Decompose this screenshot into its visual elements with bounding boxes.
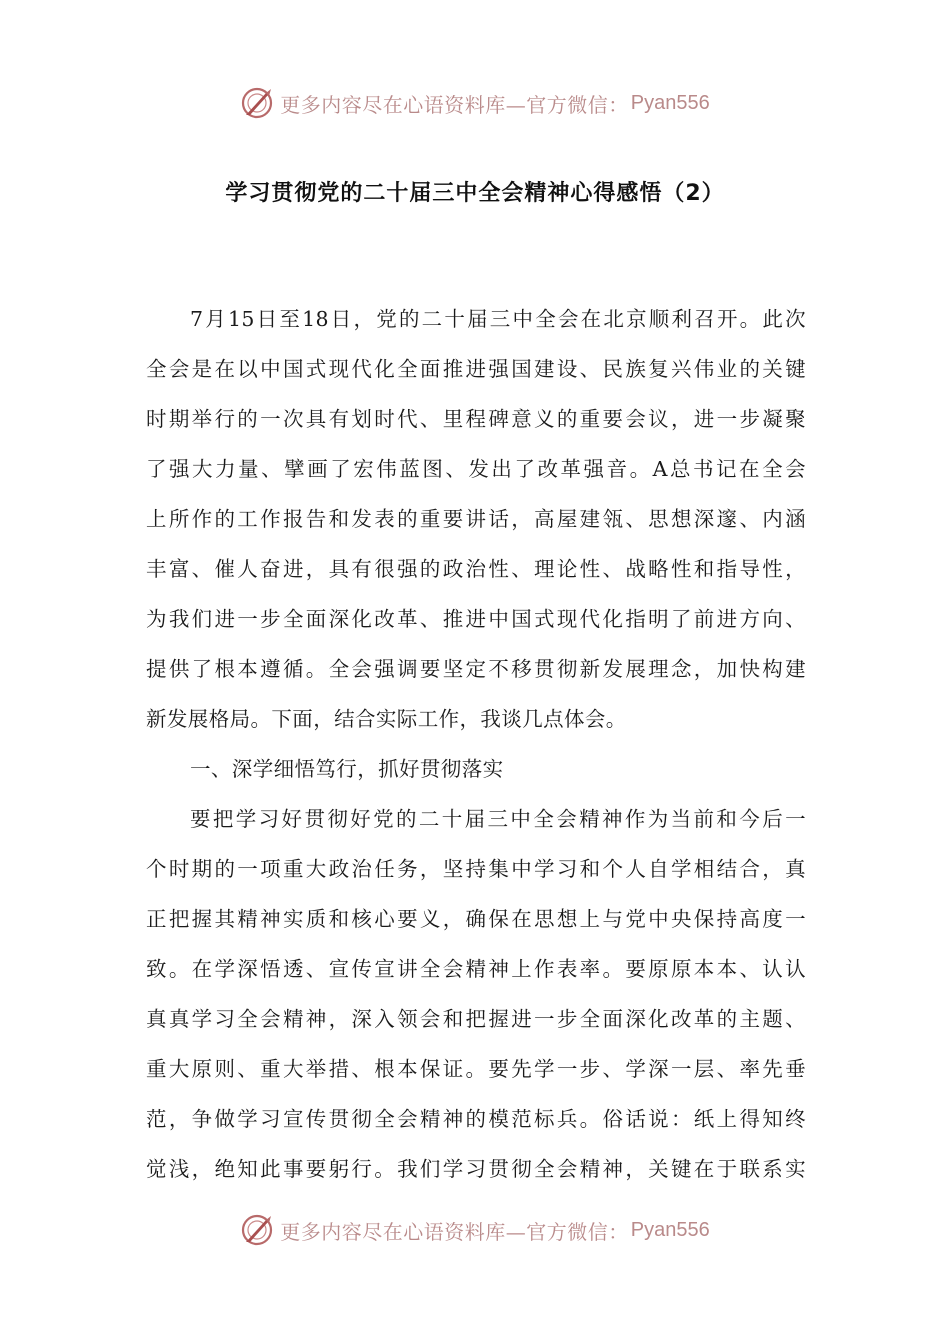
banner-text: 更多内容尽在心语资料库—官方微信： xyxy=(280,1219,629,1244)
text-line: 真真学习全会精神，深入领会和把握进一步全面深化改革的主题、 xyxy=(146,1007,806,1031)
text-line: 要把学习好贯彻好党的二十届三中全会精神作为当前和今后一 xyxy=(190,807,806,831)
text-line: 7月15日至18日，党的二十届三中全会在北京顺利召开。此次 xyxy=(190,307,806,331)
text-line: 致。在学深悟透、宣传宣讲全会精神上作表率。要原原本本、认认 xyxy=(146,957,806,981)
text-line: 新发展格局。下面，结合实际工作，我谈几点体会。 xyxy=(146,707,627,731)
banner-text: 更多内容尽在心语资料库—官方微信： xyxy=(280,92,629,117)
text-line: 丰富、催人奋进，具有很强的政治性、理论性、战略性和指导性， xyxy=(146,557,806,581)
header-watermark-banner xyxy=(0,83,950,123)
text-line: 重大原则、重大举措、根本保证。要先学一步、学深一层、率先垂 xyxy=(146,1057,806,1081)
text-line: 提供了根本遵循。全会强调要坚定不移贯彻新发展理念，加快构建 xyxy=(146,657,806,681)
text-line: 正把握其精神实质和核心要义，确保在思想上与党中央保持高度一 xyxy=(146,907,806,931)
text-line: 范，争做学习宣传贯彻全会精神的模范标兵。俗话说：纸上得知终 xyxy=(146,1107,806,1131)
text-line: 为我们进一步全面深化改革、推进中国式现代化指明了前进方向、 xyxy=(146,607,806,631)
footer-watermark-banner xyxy=(0,1210,950,1250)
text-line: 觉浅，绝知此事要躬行。我们学习贯彻全会精神，关键在于联系实 xyxy=(146,1157,806,1181)
document-title: 学习贯彻党的二十届三中全会精神心得感悟（2） xyxy=(225,181,725,206)
text-line: 个时期的一项重大政治任务，坚持集中学习和个人自学相结合，真 xyxy=(146,857,806,881)
wechat-id: Pyan556 xyxy=(630,1218,710,1241)
text-line: 了强大力量、擘画了宏伟蓝图、发出了改革强音。A总书记在全会 xyxy=(146,457,806,481)
quill-logo-icon xyxy=(240,86,274,120)
text-line: 全会是在以中国式现代化全面推进强国建设、民族复兴伟业的关键 xyxy=(146,357,806,381)
document-body xyxy=(146,294,806,1194)
quill-logo-icon xyxy=(240,1213,274,1247)
wechat-id: Pyan556 xyxy=(630,91,710,114)
section-heading: 一、深学细悟笃行，抓好贯彻落实 xyxy=(190,757,504,781)
text-line: 时期举行的一次具有划时代、里程碑意义的重要会议，进一步凝聚 xyxy=(146,407,806,431)
text-line: 上所作的工作报告和发表的重要讲话，高屋建瓴、思想深邃、内涵 xyxy=(146,507,806,531)
